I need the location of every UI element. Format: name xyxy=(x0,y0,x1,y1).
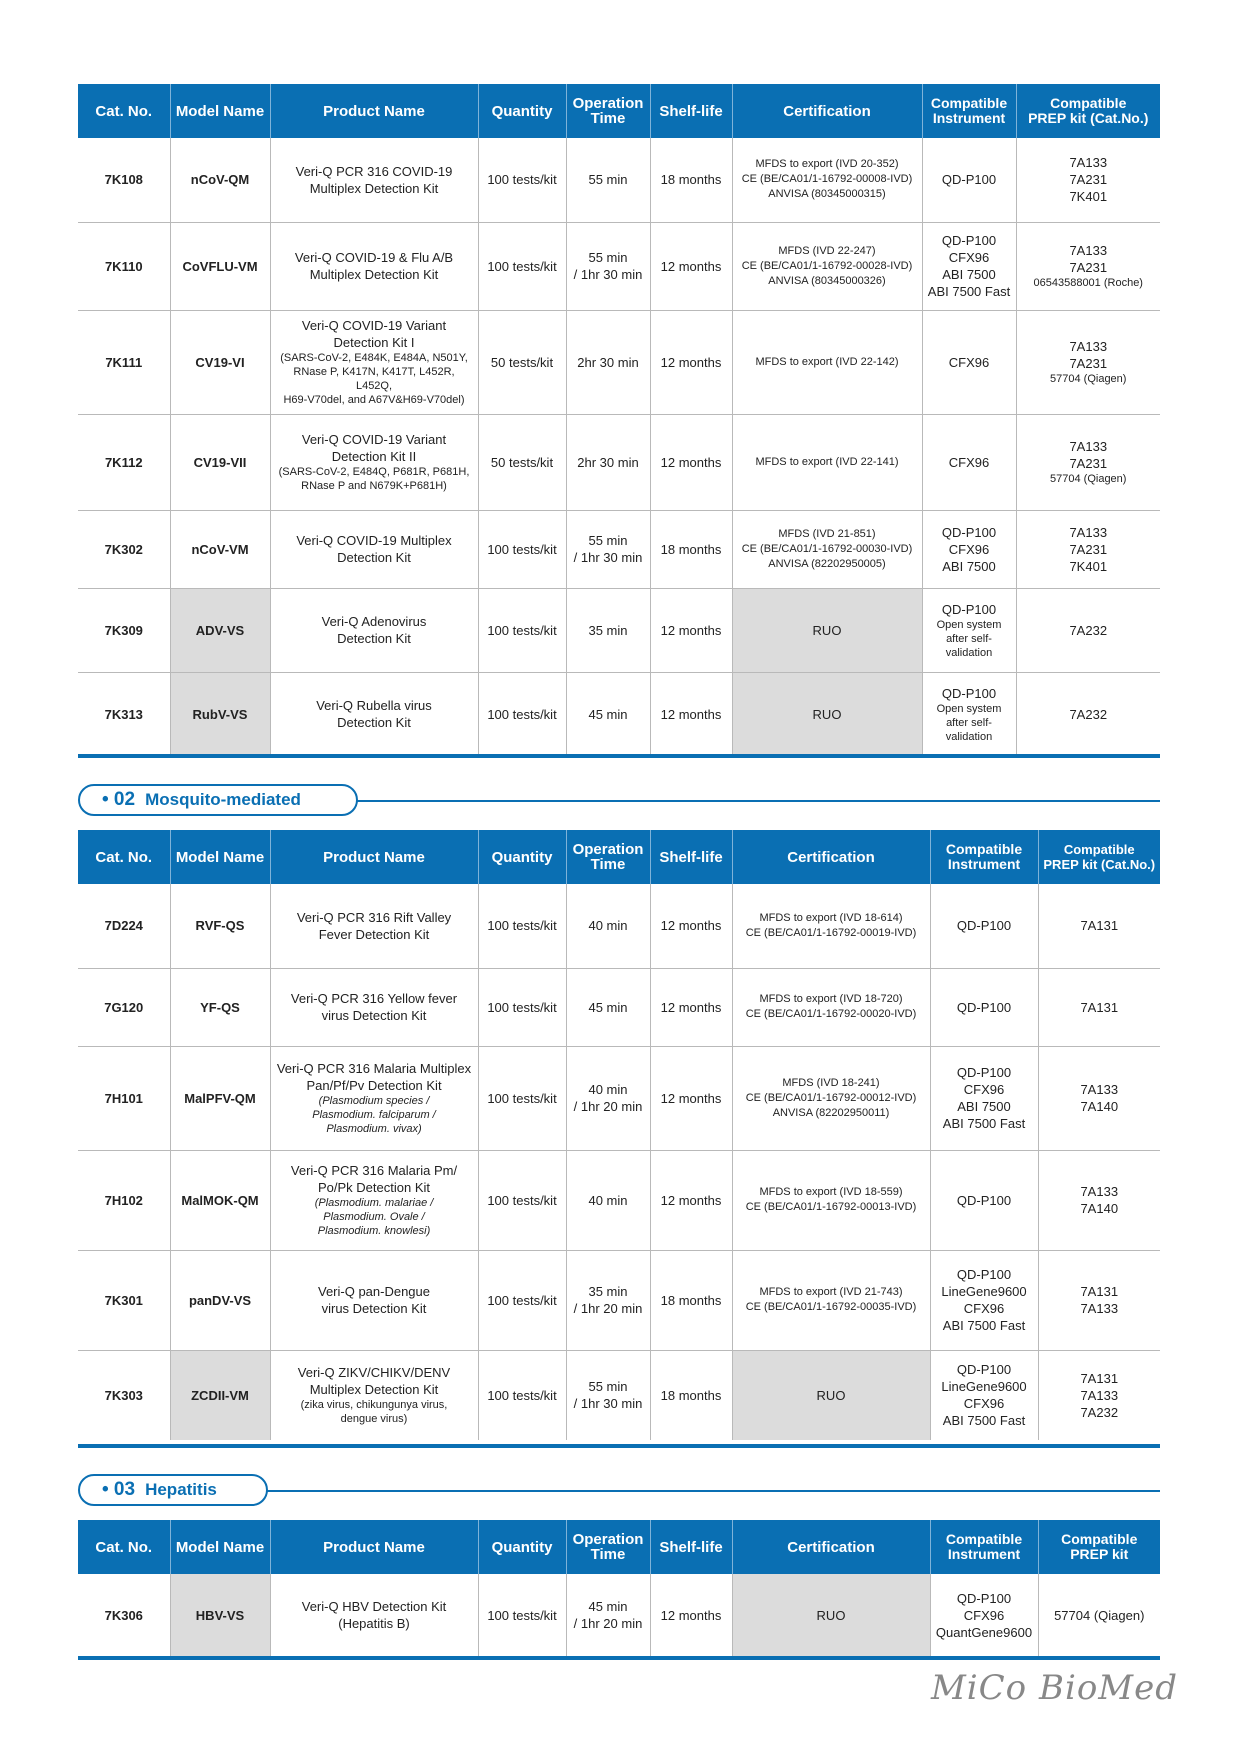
compatible-prep-cell: 7A133 7A140 xyxy=(1038,1046,1160,1150)
shelf-life-cell: 12 months xyxy=(650,414,732,510)
table-row xyxy=(78,414,1160,510)
table-bottom-rule xyxy=(78,754,1160,758)
quantity-cell: 100 tests/kit xyxy=(478,1046,566,1150)
certification-cell: MFDS (IVD 21-851) CE (BE/CA01/1-16792-00030-IVD) ANVISA (82202950005) xyxy=(732,510,922,588)
quantity-cell: 100 tests/kit xyxy=(478,510,566,588)
quantity-cell: 100 tests/kit xyxy=(478,968,566,1046)
shelf-life-cell: 18 months xyxy=(650,1250,732,1350)
model-name-cell: CV19-VII xyxy=(170,414,270,510)
quantity-cell: 100 tests/kit xyxy=(478,1250,566,1350)
shelf-life-cell: 18 months xyxy=(650,1350,732,1440)
compatible-instrument-cell: CFX96 xyxy=(922,310,1016,414)
model-name-cell: HBV-VS xyxy=(170,1574,270,1656)
header-compatible-instrument: Compatible Instrument xyxy=(930,1520,1038,1574)
cat-no-cell: 7G120 xyxy=(78,968,170,1046)
cat-no-cell: 7K110 xyxy=(78,222,170,310)
product-name-cell: Veri-Q PCR 316 COVID-19 Multiplex Detection Kit xyxy=(270,138,478,222)
product-table-hepatitis xyxy=(78,1520,1160,1656)
model-name-cell: nCoV-QM xyxy=(170,138,270,222)
compatible-prep-cell: 7A133 7A231 7K401 xyxy=(1016,510,1160,588)
operation-time-cell: 45 min / 1hr 20 min xyxy=(566,1574,650,1656)
table-row xyxy=(78,1250,1160,1350)
certification-cell: RUO xyxy=(732,672,922,756)
product-name-cell: Veri-Q pan-Dengue virus Detection Kit xyxy=(270,1250,478,1350)
table-row xyxy=(78,672,1160,756)
product-name-cell: Veri-Q PCR 316 Rift Valley Fever Detection Kit xyxy=(270,884,478,968)
operation-time-cell: 55 min / 1hr 30 min xyxy=(566,1350,650,1440)
brand-logo: MiCo BioMed xyxy=(930,1668,1178,1708)
header-cat-no: Cat. No. xyxy=(78,1520,170,1574)
shelf-life-cell: 12 months xyxy=(650,1150,732,1250)
cat-no-cell: 7K111 xyxy=(78,310,170,414)
table-row xyxy=(78,1046,1160,1150)
header-operation-time: Operation Time xyxy=(566,830,650,884)
model-name-cell: CoVFLU-VM xyxy=(170,222,270,310)
cat-no-cell: 7K309 xyxy=(78,588,170,672)
shelf-life-cell: 12 months xyxy=(650,1046,732,1150)
header-certification: Certification xyxy=(732,1520,930,1574)
compatible-prep-cell: 7A133 7A231 7K401 xyxy=(1016,138,1160,222)
shelf-life-cell: 12 months xyxy=(650,222,732,310)
shelf-life-cell: 18 months xyxy=(650,138,732,222)
model-name-cell: ADV-VS xyxy=(170,588,270,672)
cat-no-cell: 7K313 xyxy=(78,672,170,756)
certification-cell: RUO xyxy=(732,1574,930,1656)
operation-time-cell: 35 min / 1hr 20 min xyxy=(566,1250,650,1350)
table-row xyxy=(78,138,1160,222)
shelf-life-cell: 12 months xyxy=(650,968,732,1046)
section-rule xyxy=(264,1490,1160,1492)
product-name-cell: Veri-Q COVID-19 Variant Detection Kit I (SARS-CoV-2, E484K, E484A, N501Y, RNase P, K417N, K417T, L452R, L452Q, H69-V70del, and A67V&H69-V70del) xyxy=(270,310,478,414)
operation-time-cell: 55 min xyxy=(566,138,650,222)
section-rule xyxy=(350,800,1160,802)
operation-time-cell: 45 min xyxy=(566,672,650,756)
header-compatible-instrument: Compatible Instrument xyxy=(922,84,1016,138)
cat-no-cell: 7K302 xyxy=(78,510,170,588)
header-quantity: Quantity xyxy=(478,830,566,884)
certification-cell: MFDS to export (IVD 21-743) CE (BE/CA01/1-16792-00035-IVD) xyxy=(732,1250,930,1350)
model-name-cell: MalPFV-QM xyxy=(170,1046,270,1150)
shelf-life-cell: 12 months xyxy=(650,672,732,756)
header-product-name: Product Name xyxy=(270,1520,478,1574)
product-name-cell: Veri-Q HBV Detection Kit (Hepatitis B) xyxy=(270,1574,478,1656)
product-name-cell: Veri-Q Rubella virus Detection Kit xyxy=(270,672,478,756)
certification-cell: MFDS to export (IVD 18-720) CE (BE/CA01/1-16792-00020-IVD) xyxy=(732,968,930,1046)
quantity-cell: 100 tests/kit xyxy=(478,222,566,310)
compatible-instrument-cell: QD-P100 LineGene9600 CFX96 ABI 7500 Fast xyxy=(930,1350,1038,1440)
compatible-instrument-cell: QD-P100 Open system after self- validation xyxy=(922,672,1016,756)
header-compatible-prep: Compatible PREP kit (Cat.No.) xyxy=(1016,84,1160,138)
operation-time-cell: 45 min xyxy=(566,968,650,1046)
compatible-instrument-cell: QD-P100 CFX96 ABI 7500 xyxy=(922,510,1016,588)
product-name-cell: Veri-Q PCR 316 Yellow fever virus Detection Kit xyxy=(270,968,478,1046)
cat-no-cell: 7K303 xyxy=(78,1350,170,1440)
header-operation-time: Operation Time xyxy=(566,84,650,138)
cat-no-cell: 7K301 xyxy=(78,1250,170,1350)
header-compatible-instrument: Compatible Instrument xyxy=(930,830,1038,884)
header-shelf-life: Shelf-life xyxy=(650,84,732,138)
quantity-cell: 100 tests/kit xyxy=(478,672,566,756)
shelf-life-cell: 12 months xyxy=(650,884,732,968)
table-header-row xyxy=(78,84,1160,138)
cat-no-cell: 7K112 xyxy=(78,414,170,510)
header-operation-time: Operation Time xyxy=(566,1520,650,1574)
product-name-cell: Veri-Q Adenovirus Detection Kit xyxy=(270,588,478,672)
compatible-prep-cell: 7A131 xyxy=(1038,968,1160,1046)
cat-no-cell: 7H102 xyxy=(78,1150,170,1250)
table-row xyxy=(78,1350,1160,1440)
compatible-prep-cell: 7A133 7A231 06543588001 (Roche) xyxy=(1016,222,1160,310)
table-row xyxy=(78,222,1160,310)
certification-cell: MFDS to export (IVD 20-352) CE (BE/CA01/1-16792-00008-IVD) ANVISA (80345000315) xyxy=(732,138,922,222)
operation-time-cell: 35 min xyxy=(566,588,650,672)
certification-cell: MFDS (IVD 22-247) CE (BE/CA01/1-16792-00028-IVD) ANVISA (80345000326) xyxy=(732,222,922,310)
section-heading-mosquito: • 02 Mosquito-mediated xyxy=(78,784,358,816)
section-heading-hepatitis: • 03 Hepatitis xyxy=(78,1474,268,1506)
table-header-row xyxy=(78,830,1160,884)
quantity-cell: 100 tests/kit xyxy=(478,1350,566,1440)
table-bottom-rule xyxy=(78,1444,1160,1448)
certification-cell: RUO xyxy=(732,588,922,672)
shelf-life-cell: 12 months xyxy=(650,1574,732,1656)
table-row xyxy=(78,1150,1160,1250)
header-cat-no: Cat. No. xyxy=(78,830,170,884)
model-name-cell: nCoV-VM xyxy=(170,510,270,588)
compatible-prep-cell: 57704 (Qiagen) xyxy=(1038,1574,1160,1656)
table-row xyxy=(78,588,1160,672)
compatible-instrument-cell: QD-P100 CFX96 ABI 7500 ABI 7500 Fast xyxy=(922,222,1016,310)
product-table-mosquito xyxy=(78,830,1160,1440)
product-table-respiratory xyxy=(78,84,1160,756)
table-header-row xyxy=(78,1520,1160,1574)
product-name-cell: Veri-Q COVID-19 Multiplex Detection Kit xyxy=(270,510,478,588)
operation-time-cell: 40 min / 1hr 20 min xyxy=(566,1046,650,1150)
header-shelf-life: Shelf-life xyxy=(650,1520,732,1574)
quantity-cell: 100 tests/kit xyxy=(478,1150,566,1250)
compatible-instrument-cell: QD-P100 xyxy=(930,1150,1038,1250)
compatible-instrument-cell: QD-P100 xyxy=(922,138,1016,222)
header-quantity: Quantity xyxy=(478,1520,566,1574)
model-name-cell: MalMOK-QM xyxy=(170,1150,270,1250)
product-name-cell: Veri-Q PCR 316 Malaria Multiplex Pan/Pf/Pv Detection Kit (Plasmodium species / Plasmodium. falciparum / Plasmodium. vivax) xyxy=(270,1046,478,1150)
header-product-name: Product Name xyxy=(270,84,478,138)
table-row xyxy=(78,1574,1160,1656)
certification-cell: MFDS to export (IVD 18-614) CE (BE/CA01/1-16792-00019-IVD) xyxy=(732,884,930,968)
model-name-cell: ZCDII-VM xyxy=(170,1350,270,1440)
header-certification: Certification xyxy=(732,830,930,884)
header-compatible-prep: Compatible PREP kit xyxy=(1038,1520,1160,1574)
model-name-cell: RubV-VS xyxy=(170,672,270,756)
compatible-prep-cell: 7A131 xyxy=(1038,884,1160,968)
header-shelf-life: Shelf-life xyxy=(650,830,732,884)
compatible-prep-cell: 7A131 7A133 7A232 xyxy=(1038,1350,1160,1440)
header-cat-no: Cat. No. xyxy=(78,84,170,138)
shelf-life-cell: 12 months xyxy=(650,310,732,414)
quantity-cell: 50 tests/kit xyxy=(478,414,566,510)
operation-time-cell: 2hr 30 min xyxy=(566,414,650,510)
operation-time-cell: 40 min xyxy=(566,884,650,968)
header-quantity: Quantity xyxy=(478,84,566,138)
header-product-name: Product Name xyxy=(270,830,478,884)
table-row xyxy=(78,968,1160,1046)
compatible-instrument-cell: QD-P100 xyxy=(930,884,1038,968)
header-model-name: Model Name xyxy=(170,84,270,138)
certification-cell: RUO xyxy=(732,1350,930,1440)
operation-time-cell: 2hr 30 min xyxy=(566,310,650,414)
cat-no-cell: 7K306 xyxy=(104,1607,143,1623)
cat-no-cell: 7D224 xyxy=(104,918,143,934)
compatible-instrument-cell: QD-P100 CFX96 QuantGene9600 xyxy=(930,1574,1038,1656)
certification-cell: MFDS (IVD 18-241) CE (BE/CA01/1-16792-00012-IVD) ANVISA (82202950011) xyxy=(732,1046,930,1150)
cat-no-cell: 7K108 xyxy=(104,172,143,188)
compatible-prep-cell: 7A232 xyxy=(1016,672,1160,756)
operation-time-cell: 55 min / 1hr 30 min xyxy=(566,510,650,588)
table-row xyxy=(78,510,1160,588)
cat-no-cell: 7H101 xyxy=(78,1046,170,1150)
compatible-instrument-cell: QD-P100 LineGene9600 CFX96 ABI 7500 Fast xyxy=(930,1250,1038,1350)
table-row xyxy=(78,310,1160,414)
compatible-instrument-cell: CFX96 xyxy=(922,414,1016,510)
operation-time-cell: 40 min xyxy=(566,1150,650,1250)
shelf-life-cell: 18 months xyxy=(650,510,732,588)
table-row xyxy=(78,884,1160,968)
compatible-prep-cell: 7A133 7A140 xyxy=(1038,1150,1160,1250)
quantity-cell: 100 tests/kit xyxy=(478,884,566,968)
compatible-instrument-cell: QD-P100 CFX96 ABI 7500 ABI 7500 Fast xyxy=(930,1046,1038,1150)
product-name-cell: Veri-Q PCR 316 Malaria Pm/ Po/Pk Detection Kit (Plasmodium. malariae / Plasmodium. Ovale / Plasmodium. knowlesi) xyxy=(270,1150,478,1250)
compatible-instrument-cell: QD-P100 Open system after self- validation xyxy=(922,588,1016,672)
certification-cell: MFDS to export (IVD 22-142) xyxy=(732,310,922,414)
quantity-cell: 100 tests/kit xyxy=(478,1574,566,1656)
header-certification: Certification xyxy=(732,84,922,138)
quantity-cell: 100 tests/kit xyxy=(478,138,566,222)
header-model-name: Model Name xyxy=(170,830,270,884)
compatible-prep-cell: 7A133 7A231 57704 (Qiagen) xyxy=(1016,310,1160,414)
product-name-cell: Veri-Q COVID-19 & Flu A/B Multiplex Detection Kit xyxy=(270,222,478,310)
quantity-cell: 100 tests/kit xyxy=(478,588,566,672)
product-name-cell: Veri-Q ZIKV/CHIKV/DENV Multiplex Detection Kit (zika virus, chikungunya virus, dengue virus) xyxy=(270,1350,478,1440)
compatible-instrument-cell: QD-P100 xyxy=(930,968,1038,1046)
header-compatible-prep: Compatible PREP kit (Cat.No.) xyxy=(1038,830,1160,884)
product-name-cell: Veri-Q COVID-19 Variant Detection Kit II (SARS-CoV-2, E484Q, P681R, P681H, RNase P and N679K+P681H) xyxy=(270,414,478,510)
model-name-cell: panDV-VS xyxy=(170,1250,270,1350)
model-name-cell: RVF-QS xyxy=(170,884,270,968)
certification-cell: MFDS to export (IVD 18-559) CE (BE/CA01/1-16792-00013-IVD) xyxy=(732,1150,930,1250)
certification-cell: MFDS to export (IVD 22-141) xyxy=(732,414,922,510)
model-name-cell: YF-QS xyxy=(170,968,270,1046)
quantity-cell: 50 tests/kit xyxy=(478,310,566,414)
model-name-cell: CV19-VI xyxy=(170,310,270,414)
operation-time-cell: 55 min / 1hr 30 min xyxy=(566,222,650,310)
compatible-prep-cell: 7A131 7A133 xyxy=(1038,1250,1160,1350)
header-model-name: Model Name xyxy=(170,1520,270,1574)
compatible-prep-cell: 7A232 xyxy=(1016,588,1160,672)
shelf-life-cell: 12 months xyxy=(650,588,732,672)
compatible-prep-cell: 7A133 7A231 57704 (Qiagen) xyxy=(1016,414,1160,510)
table-bottom-rule xyxy=(78,1656,1160,1660)
